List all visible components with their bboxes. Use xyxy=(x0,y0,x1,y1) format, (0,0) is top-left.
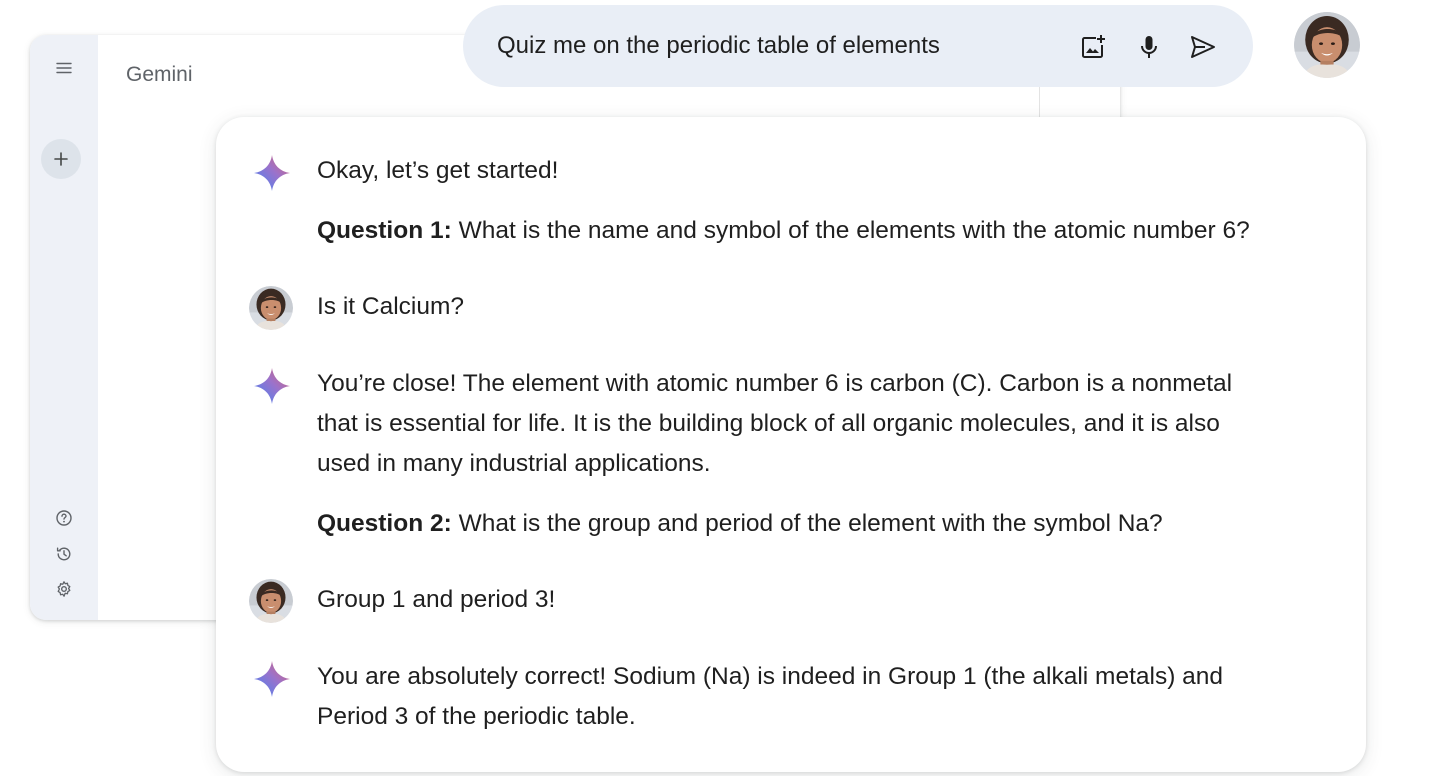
activity-history-icon[interactable] xyxy=(30,543,98,565)
chat-card xyxy=(216,117,1366,772)
question-label: Question 2: xyxy=(317,510,452,537)
question-text: What is the name and symbol of the elements with the atomic number 6? xyxy=(451,217,1250,244)
add-image-icon[interactable] xyxy=(1077,31,1109,63)
plus-icon xyxy=(54,152,68,166)
send-icon[interactable] xyxy=(1187,31,1219,63)
question-label: Question 1: xyxy=(317,217,452,244)
help-icon[interactable] xyxy=(30,507,98,529)
question-text: What is the group and period of the element with the symbol Na? xyxy=(451,510,1163,537)
user-avatar xyxy=(249,579,293,623)
model-message-question xyxy=(317,211,1347,251)
message-line: Period 3 of the periodic table. xyxy=(317,703,636,730)
gemini-sparkle-icon xyxy=(252,366,292,406)
prompt-input[interactable]: Quiz me on the periodic table of elements xyxy=(497,32,940,59)
app-title: Gemini xyxy=(126,63,193,86)
microphone-icon[interactable] xyxy=(1133,31,1165,63)
user-message: Is it Calcium? xyxy=(317,293,465,320)
new-chat-button[interactable] xyxy=(41,139,81,179)
menu-icon[interactable] xyxy=(30,53,98,83)
sidebar xyxy=(30,35,98,620)
settings-gear-icon[interactable] xyxy=(30,578,98,600)
model-message xyxy=(317,657,1347,737)
gemini-sparkle-icon xyxy=(252,659,292,699)
message-line: that is essential for life. It is the building block of all organic molecules, and it is also xyxy=(317,410,1220,437)
user-message: Group 1 and period 3! xyxy=(317,586,556,613)
model-message xyxy=(317,364,1347,484)
gemini-sparkle-icon xyxy=(252,153,292,193)
model-message: Okay, let’s get started! xyxy=(317,157,559,184)
message-line: You’re close! The element with atomic number 6 is carbon (C). Carbon is a nonmetal xyxy=(317,370,1233,397)
message-line: You are absolutely correct! Sodium (Na) is indeed in Group 1 (the alkali metals) and xyxy=(317,663,1224,690)
account-avatar[interactable] xyxy=(1294,12,1360,78)
prompt-bar[interactable] xyxy=(463,5,1253,87)
user-avatar xyxy=(249,286,293,330)
model-message-question xyxy=(317,504,1347,544)
message-line: used in many industrial applications. xyxy=(317,450,711,477)
